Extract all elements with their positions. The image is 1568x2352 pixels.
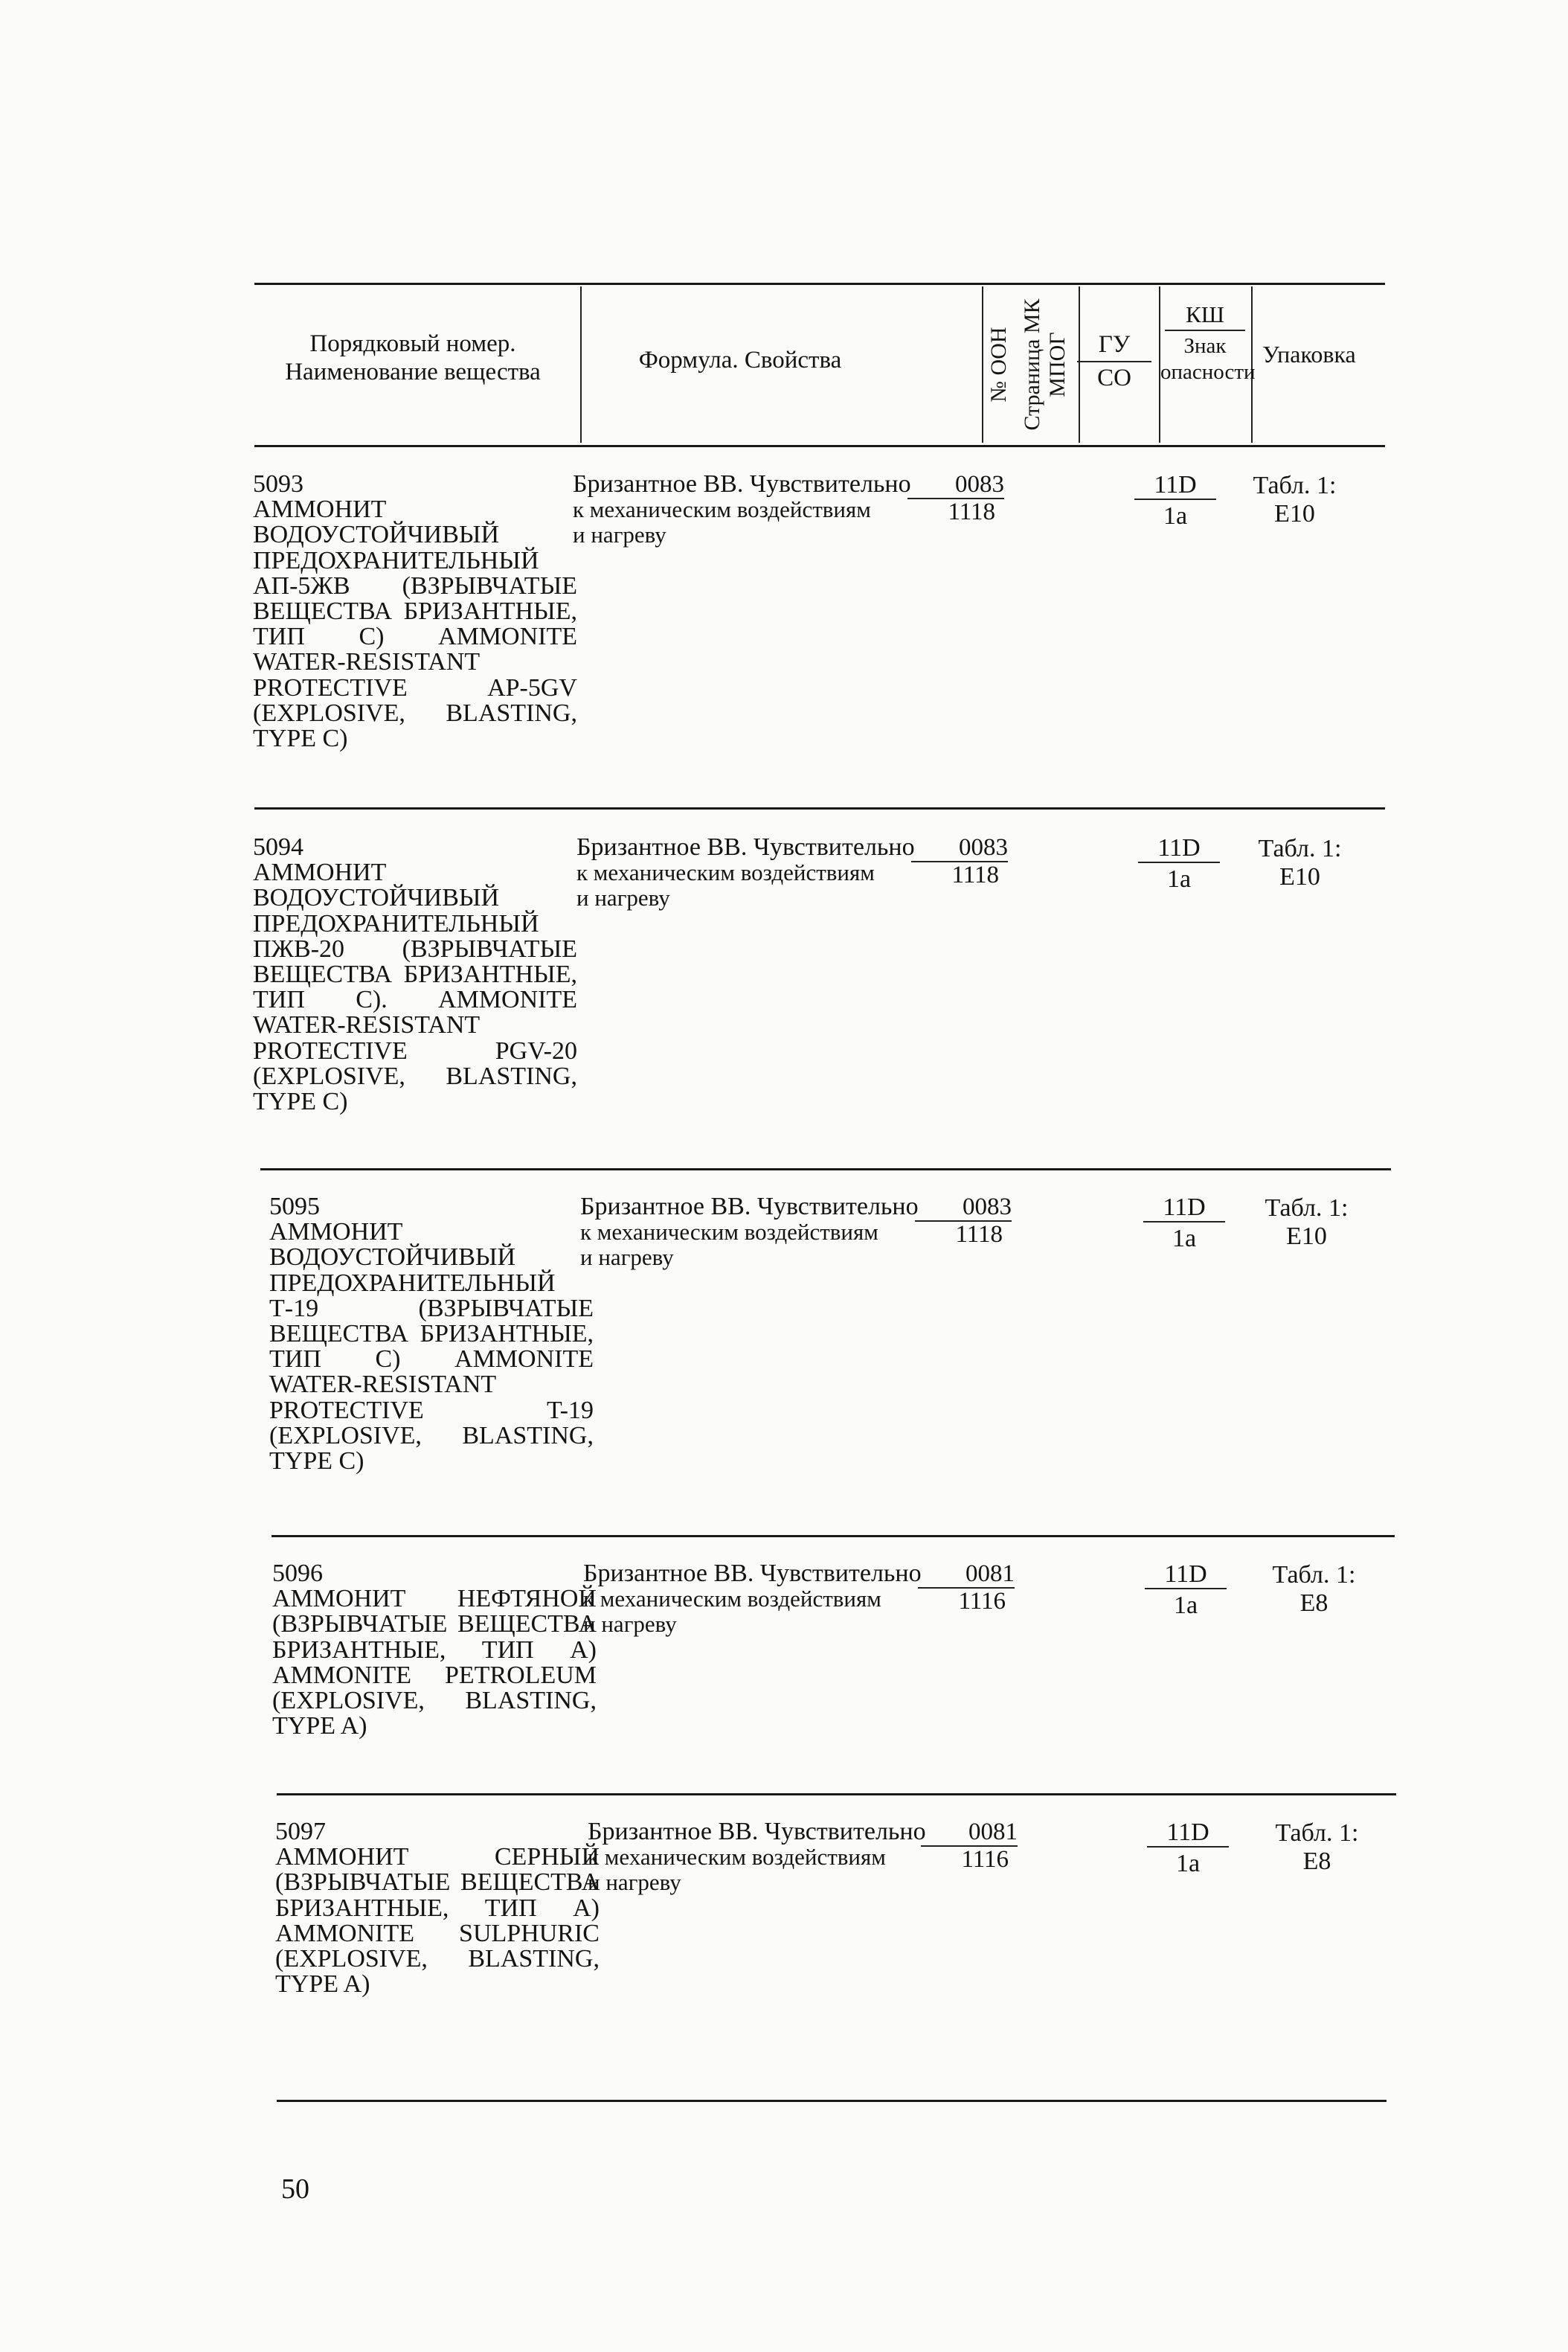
entry-name: АММОНИТ СЕРНЫЙ (ВЗРЫВЧАТЫЕ ВЕЩЕСТВА БРИЗАНТНЫЕ, ТИП А) AMMONITE SULPHURIC (EXPLOSIVE, BLASTING, TYPE A)	[275, 1843, 600, 1999]
class-top: 11D	[1147, 1819, 1229, 1848]
pack-code: E8	[1299, 1589, 1328, 1617]
class-fraction	[1134, 472, 1216, 530]
packaging	[1233, 472, 1356, 528]
header-page: Страница МК МПОГ	[1020, 298, 1070, 431]
pack-code: E8	[1302, 1848, 1331, 1875]
page-number: 50	[281, 2173, 309, 2205]
page-ref: 1118	[948, 499, 995, 525]
header-bottom-rule	[254, 445, 1385, 447]
header-ksh-sign	[1160, 301, 1256, 385]
row-rule	[254, 807, 1385, 810]
class-fraction	[1138, 835, 1220, 893]
desc-line: и нагреву	[588, 1869, 681, 1896]
pack-label: Табл. 1:	[1272, 1561, 1356, 1589]
desc-line: Бризантное ВВ. Чувствительно	[588, 1818, 926, 1845]
desc-line: к механическим воздействиям	[573, 496, 871, 523]
desc-line: Бризантное ВВ. Чувствительно	[580, 1193, 919, 1220]
header-divider	[982, 286, 983, 443]
page-ref: 1118	[951, 862, 999, 888]
entry-number: 5094	[253, 833, 303, 861]
desc-line: и нагреву	[576, 885, 670, 911]
class-top: 11D	[1138, 835, 1220, 863]
un-page-fraction	[918, 1561, 1015, 1614]
header-page-cell	[1019, 290, 1071, 439]
page-ref: 1118	[955, 1221, 1003, 1248]
entry-name: АММОНИТ ВОДОУСТОЙЧИВЫЙ ПРЕДОХРАНИТЕЛЬНЫЙ АП-5ЖВ (ВЗРЫВЧАТЫЕ ВЕЩЕСТВА БРИЗАНТНЫЕ, ТИП С) AMMONITE WATER-RESISTANT PROTECTIVE AP-5GV (EXPLOSIVE, BLASTING, TYPE C)	[253, 496, 577, 753]
pack-label: Табл. 1:	[1265, 1194, 1349, 1222]
class-bottom: 1a	[1172, 1225, 1197, 1252]
substance-name	[253, 472, 577, 752]
class-bottom: 1a	[1175, 1850, 1201, 1877]
packaging	[1253, 1561, 1375, 1618]
desc-line: к механическим воздействиям	[576, 859, 875, 886]
un-page-fraction	[921, 1819, 1018, 1872]
entry-name: АММОНИТ НЕФТЯНОЙ (ВЗРЫВЧАТЫЕ ВЕЩЕСТВА БРИЗАНТНЫЕ, ТИП А) AMMONITE PETROLEUM (EXPLOSIVE, BLASTING, TYPE A)	[272, 1585, 597, 1740]
un-number: 0083	[915, 1194, 1012, 1222]
un-number: 0081	[921, 1819, 1018, 1847]
class-fraction	[1143, 1194, 1225, 1252]
desc-line: и нагреву	[580, 1244, 674, 1271]
header-oon-cell	[986, 290, 1012, 439]
class-bottom: 1a	[1163, 502, 1188, 530]
substance-name	[253, 835, 577, 1115]
pack-label: Табл. 1:	[1275, 1819, 1359, 1847]
class-top: 11D	[1145, 1561, 1227, 1589]
table-top-rule	[254, 283, 1385, 285]
pack-code: E10	[1286, 1223, 1327, 1250]
header-ksh: КШ	[1165, 301, 1245, 331]
desc-line: и нагреву	[573, 522, 666, 548]
desc-line: к механическим воздействиям	[583, 1586, 881, 1612]
class-fraction	[1147, 1819, 1229, 1877]
pack-label: Табл. 1:	[1258, 835, 1342, 862]
desc-line: к механическим воздействиям	[588, 1844, 886, 1871]
header-oon: № ООН	[986, 327, 1011, 403]
desc-line: Бризантное ВВ. Чувствительно	[583, 1560, 922, 1587]
substance-name	[275, 1819, 600, 1997]
un-number: 0083	[907, 472, 1004, 499]
class-top: 11D	[1143, 1194, 1225, 1223]
row-rule	[260, 1168, 1391, 1170]
class-fraction	[1145, 1561, 1227, 1619]
packaging	[1256, 1819, 1378, 1876]
page-ref: 1116	[961, 1846, 1009, 1873]
un-page-fraction	[911, 835, 1008, 888]
entry-number: 5096	[272, 1560, 323, 1587]
un-number: 0081	[918, 1561, 1015, 1589]
class-top: 11D	[1134, 472, 1216, 500]
substance-name	[269, 1194, 594, 1474]
header-gu-co	[1077, 331, 1151, 392]
desc-line: Бризантное ВВ. Чувствительно	[573, 470, 911, 498]
un-number: 0083	[911, 835, 1008, 862]
header-sign: Знак опасности	[1160, 334, 1256, 384]
entry-number: 5095	[269, 1193, 320, 1220]
pack-code: E10	[1274, 500, 1315, 528]
pack-label: Табл. 1:	[1253, 472, 1337, 499]
header-gu: ГУ	[1077, 331, 1151, 362]
entry-name: АММОНИТ ВОДОУСТОЙЧИВЫЙ ПРЕДОХРАНИТЕЛЬНЫЙ Т-19 (ВЗРЫВЧАТЫЕ ВЕЩЕСТВА БРИЗАНТНЫЕ, ТИП С) AMMONITE WATER-RESISTANT PROTECTIVE T-19 (EXPLOSIVE, BLASTING, TYPE C)	[269, 1218, 594, 1475]
entry-name: АММОНИТ ВОДОУСТОЙЧИВЫЙ ПРЕДОХРАНИТЕЛЬНЫЙ ПЖВ-20 (ВЗРЫВЧАТЫЕ ВЕЩЕСТВА БРИЗАНТНЫЕ, ТИП С). AMMONITE WATER-RESISTANT PROTECTIVE PGV-20 (EXPLOSIVE, BLASTING, TYPE C)	[253, 859, 577, 1116]
class-bottom: 1a	[1166, 865, 1192, 893]
pack-code: E10	[1279, 863, 1320, 891]
substance-name	[272, 1561, 597, 1739]
entry-number: 5093	[253, 470, 303, 498]
header-name: Порядковый номер. Наименование вещества	[285, 330, 541, 385]
desc-line: к механическим воздействиям	[580, 1219, 878, 1246]
table-bottom-rule	[277, 2100, 1387, 2102]
desc-line: и нагреву	[583, 1611, 677, 1638]
header-co: СО	[1097, 365, 1131, 391]
un-page-fraction	[907, 472, 1004, 525]
row-rule	[277, 1793, 1396, 1795]
row-rule	[271, 1535, 1395, 1537]
page-ref: 1116	[958, 1588, 1006, 1615]
header-pack: Упаковка	[1262, 341, 1356, 368]
entry-number: 5097	[275, 1818, 326, 1845]
packaging	[1238, 835, 1361, 891]
table-header	[253, 286, 1384, 443]
un-page-fraction	[915, 1194, 1012, 1247]
header-formula: Формула. Свойства	[638, 347, 842, 374]
class-bottom: 1a	[1173, 1592, 1198, 1619]
desc-line: Бризантное ВВ. Чувствительно	[576, 833, 915, 861]
packaging	[1245, 1194, 1368, 1251]
